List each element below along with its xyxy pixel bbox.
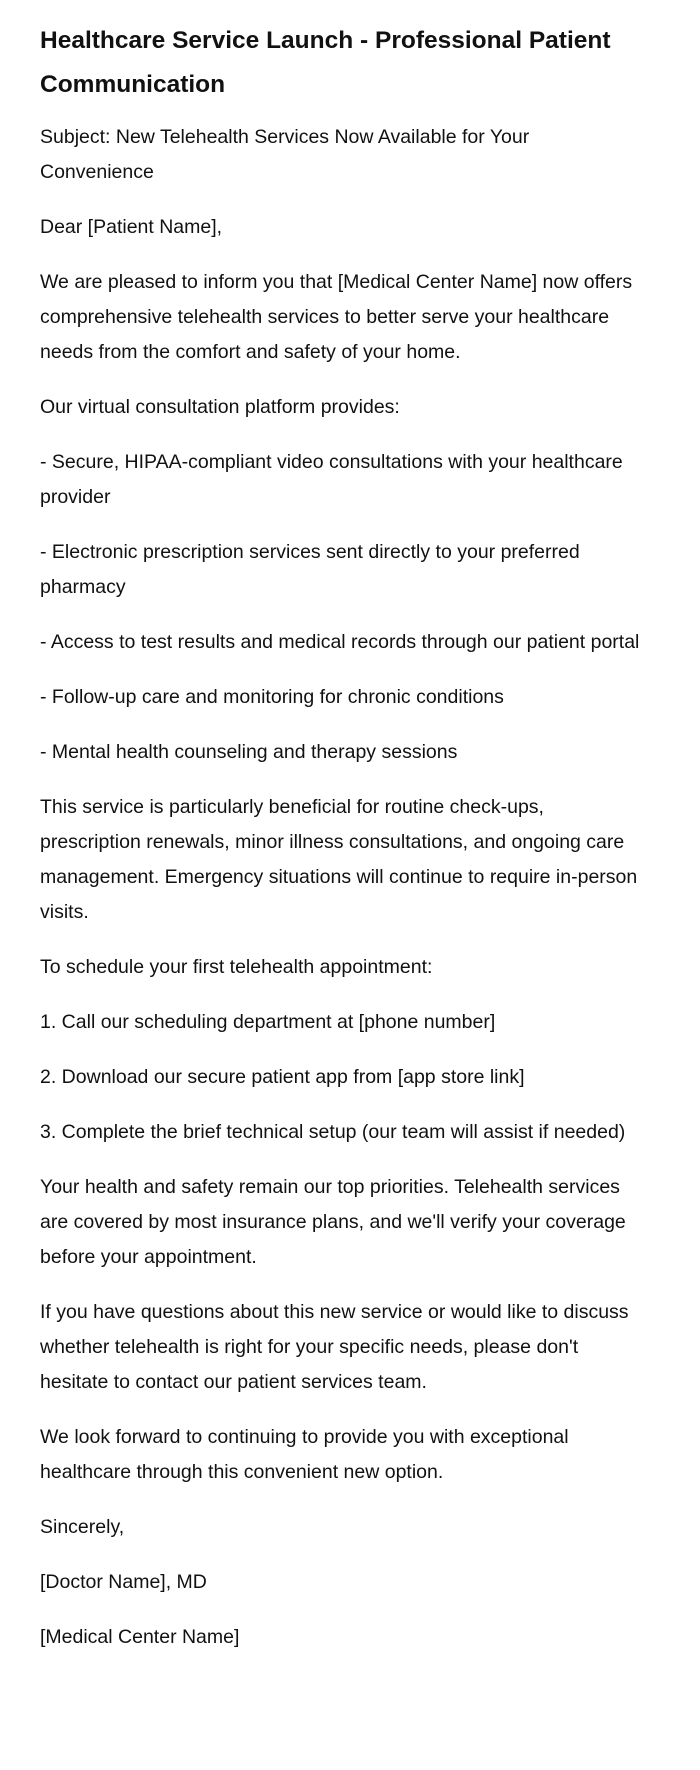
signature-organization: [Medical Center Name] (40, 1626, 240, 1648)
feature-item: - Follow-up care and monitoring for chronic conditions (40, 686, 504, 708)
schedule-step: 3. Complete the brief technical setup (our team will assist if needed) (40, 1121, 626, 1143)
sign-off: Sincerely, (40, 1516, 125, 1538)
schedule-heading: To schedule your first telehealth appointment: (40, 956, 433, 978)
features-heading: Our virtual consultation platform provides: (40, 396, 400, 418)
signature-name: [Doctor Name], MD (40, 1571, 207, 1593)
feature-item: - Access to test results and medical records through our patient portal (40, 631, 640, 653)
schedule-step: 1. Call our scheduling department at [phone number] (40, 1011, 496, 1033)
benefits-paragraph: This service is particularly beneficial for routine check-ups, prescription renewals, minor illness consultations, and ongoing care management. Emergency situations will continue to require in-person visits. (40, 796, 638, 923)
document-title: Healthcare Service Launch - Professional Patient Communication (40, 27, 611, 98)
subject-line: Subject: New Telehealth Services Now Available for Your Convenience (40, 126, 530, 183)
schedule-step: 2. Download our secure patient app from [app store link] (40, 1066, 525, 1088)
questions-paragraph: If you have questions about this new service or would like to discuss whether telehealth is right for your specific needs, please don't hesitate to contact our patient services team. (40, 1301, 629, 1393)
feature-item: - Electronic prescription services sent directly to your preferred pharmacy (40, 541, 580, 598)
closing-paragraph: We look forward to continuing to provide you with exceptional healthcare through this convenient new option. (40, 1426, 569, 1483)
salutation: Dear [Patient Name], (40, 216, 223, 238)
feature-item: - Secure, HIPAA-compliant video consultations with your healthcare provider (40, 451, 623, 508)
feature-item: - Mental health counseling and therapy sessions (40, 741, 458, 763)
intro-paragraph: We are pleased to inform you that [Medical Center Name] now offers comprehensive telehealth services to better serve your healthcare needs from the comfort and safety of your home. (40, 271, 633, 363)
insurance-paragraph: Your health and safety remain our top priorities. Telehealth services are covered by most insurance plans, and we'll verify your coverage before your appointment. (40, 1176, 626, 1268)
